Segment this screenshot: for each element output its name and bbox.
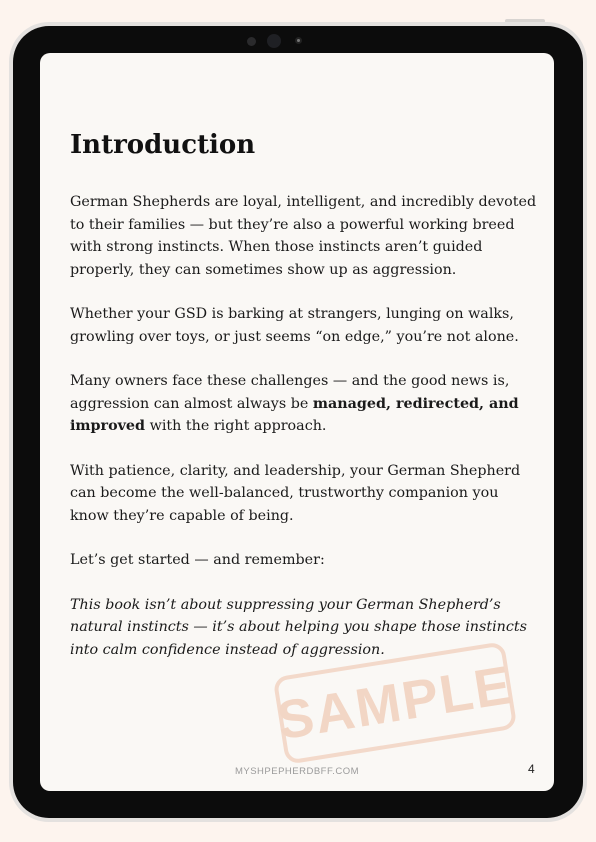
ebook-page [40,53,554,791]
page-body [70,191,538,683]
sample-stamp-text: SAMPLE [273,654,517,752]
paragraph: Whether your GSD is barking at strangers, lunging on walks, growling over toys, or just seems “on edge,” you’re not alone. [70,306,519,345]
page-number: 4 [528,762,535,776]
italic-quote: This book isn’t about suppressing your German Shepherd’s natural instincts — it’s about helping you shape those instincts into calm confidence instead of aggression. [70,596,527,658]
paragraph: Let’s get started — and remember: [70,552,325,568]
paragraph-bold-text: managed, redirected, and improved [70,395,519,434]
footer-url: MYSHPEPHERDBFF.COM [234,766,360,777]
page-title: Introduction [70,130,256,160]
paragraph [70,370,538,438]
sensor-icon [247,37,256,46]
camera-icon [267,34,281,48]
paragraph: With patience, clarity, and leadership, your German Shepherd can become the well-balanced, trustworthy companion you know they’re capable of being. [70,462,521,524]
paragraph: German Shepherds are loyal, intelligent, and incredibly devoted to their families — but they’re also a powerful working breed with strong instincts. When those instincts aren’t guided properly, they can sometimes show up as aggression. [70,194,537,278]
paragraph-text: Many owners face these challenges — and the good news is, aggression can almost always be [70,373,510,412]
front-camera-icon [295,37,302,44]
paragraph-text: with the right approach. [145,418,327,434]
